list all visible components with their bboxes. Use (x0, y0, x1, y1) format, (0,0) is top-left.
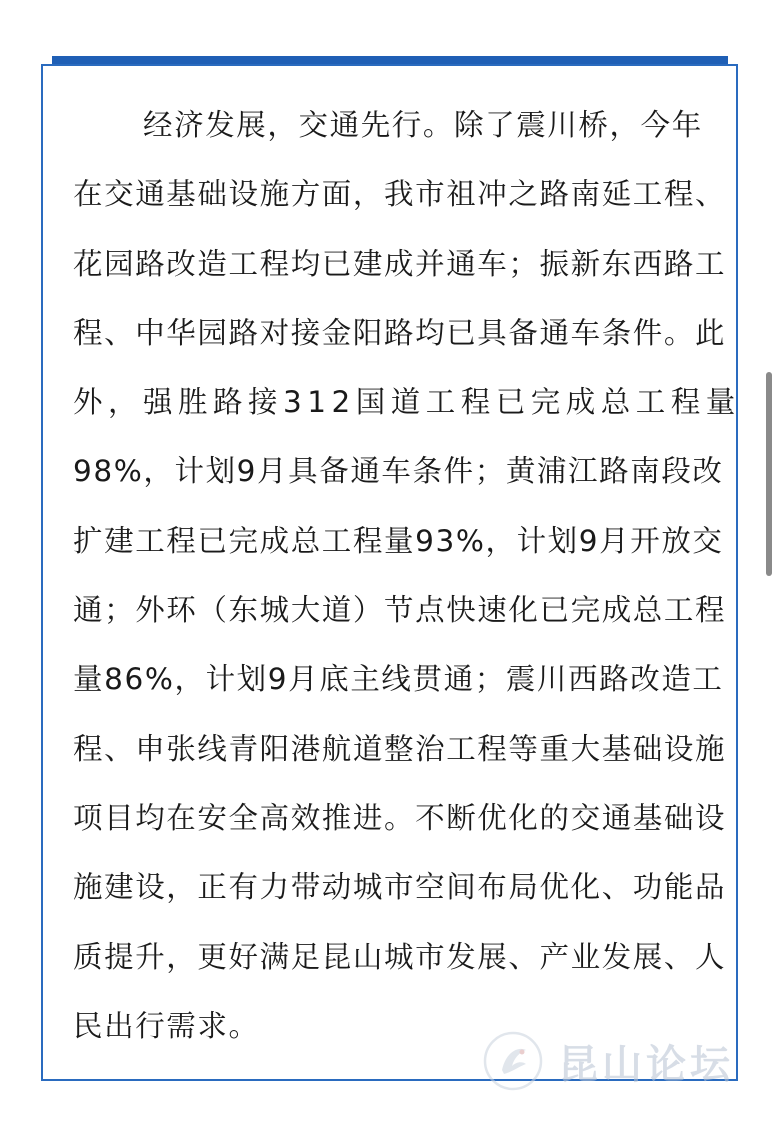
watermark-text: 昆山论坛 (558, 1040, 734, 1088)
watermark (482, 1028, 772, 1094)
article-line: 通；外环（东城大道）节点快速化已完成总工程 (73, 593, 727, 628)
article-line: 外，强胜路接312国道工程已完成总工程量 (73, 385, 741, 420)
article-line: 在交通基础设施方面，我市祖冲之路南延工程、 (73, 177, 727, 212)
article-line: 扩建工程已完成总工程量93%，计划9月开放交 (73, 523, 724, 558)
article-line: 98%，计划9月具备通车条件；黄浦江路南段改 (73, 454, 724, 489)
article-line: 程、申张线青阳港航道整治工程等重大基础设施 (73, 731, 727, 766)
article-line: 项目均在安全高效推进。不断优化的交通基础设 (73, 800, 727, 835)
article-line: 施建设，正有力带动城市空间布局优化、功能品 (73, 870, 727, 905)
article-line: 花园路改造工程均已建成并通车；振新东西路工 (73, 246, 727, 281)
kunshan-forum-logo-icon (482, 1030, 544, 1092)
article-line: 程、中华园路对接金阳路均已具备通车条件。此 (73, 315, 727, 350)
article-line: 经济发展，交通先行。除了震川桥，今年 (143, 108, 703, 142)
article-line: 民出行需求。 (73, 1008, 260, 1043)
article-line: 质提升，更好满足昆山城市发展、产业发展、人 (73, 939, 727, 974)
page-scrollbar[interactable] (766, 372, 772, 576)
article-body (73, 100, 741, 1070)
article-line: 量86%，计划9月底主线贯通；震川西路改造工 (73, 662, 724, 697)
